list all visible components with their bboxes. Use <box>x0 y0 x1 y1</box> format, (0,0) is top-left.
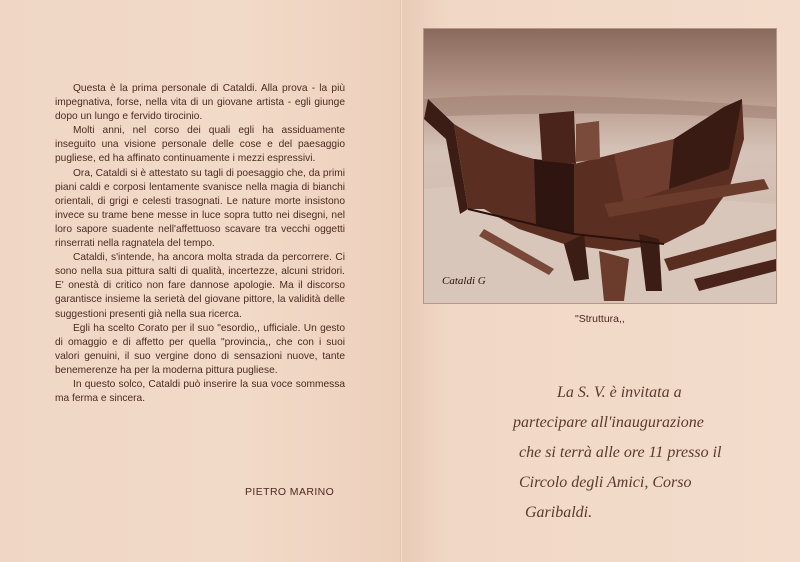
essay-paragraph: In questo solco, Cataldi può inserire la sua voce sommessa ma ferma e sincera. <box>55 378 345 405</box>
essay-paragraph: Cataldi, s'intende, ha ancora molta strada da percorrere. Ci sono nella sua pittura salti di qualità, incertezze, alcuni stridori. E' onestà di critico non fare dannose apologie. Ma il discorso garantisce insieme la serietà del giovane pittore, la validità delle suggestioni presenti già nella sua ricerca. <box>55 252 345 320</box>
painting-signature: Cataldi G <box>442 275 486 287</box>
essay-paragraph: Molti anni, nel corso dei quali egli ha assiduamente inseguito una visione personale delle cose e del paesaggio pugliese, ed ha affinato continuamente i mezzi espressivi. <box>55 125 345 165</box>
invitation-text <box>505 378 775 528</box>
essay-paragraph: Ora, Cataldi si è attestato su tagli di poesaggio che, da primi piani caldi e corposi lentamente svanisce nella magia di bianchi orientali, di grigi e celesti trasognati. Le nature morte insistono invece su trame bene messe in luce sopra tutto nei disegni, nel loro sapore suadente nell'affettuoso scavare tra vecchi oggetti rinserrati nella ragnatela del tempo. <box>55 167 345 250</box>
boat-painting <box>424 29 776 303</box>
essay-text <box>55 82 345 406</box>
invitation-line: partecipare all'inaugurazione <box>513 414 704 431</box>
author-signature: PIETRO MARINO <box>245 486 335 498</box>
essay-paragraph: Questa è la prima personale di Cataldi. Alla prova - la più impegnativa, forse, nella vita di un giovane artista - egli giunge dopo un lungo e fervido tirocinio. <box>55 83 345 123</box>
essay-paragraph: Egli ha scelto Corato per il suo "esordio,, ufficiale. Un gesto di omaggio e di affetto per quella "provincia,, che con i suoi valori genuini, il suo vergine dono di sensazioni nuove, tante benemerenze ha per la moderna pittura pugliese. <box>55 322 345 376</box>
painting-image <box>424 29 776 303</box>
invitation-line: La S. V. è invitata a <box>557 384 682 401</box>
painting-caption: "Struttura,, <box>575 313 625 325</box>
invitation-line: Circolo degli Amici, Corso <box>519 474 692 491</box>
invitation-line: che si terrà alle ore 11 presso il <box>519 444 722 461</box>
invitation-line: Garibaldi. <box>525 504 593 521</box>
